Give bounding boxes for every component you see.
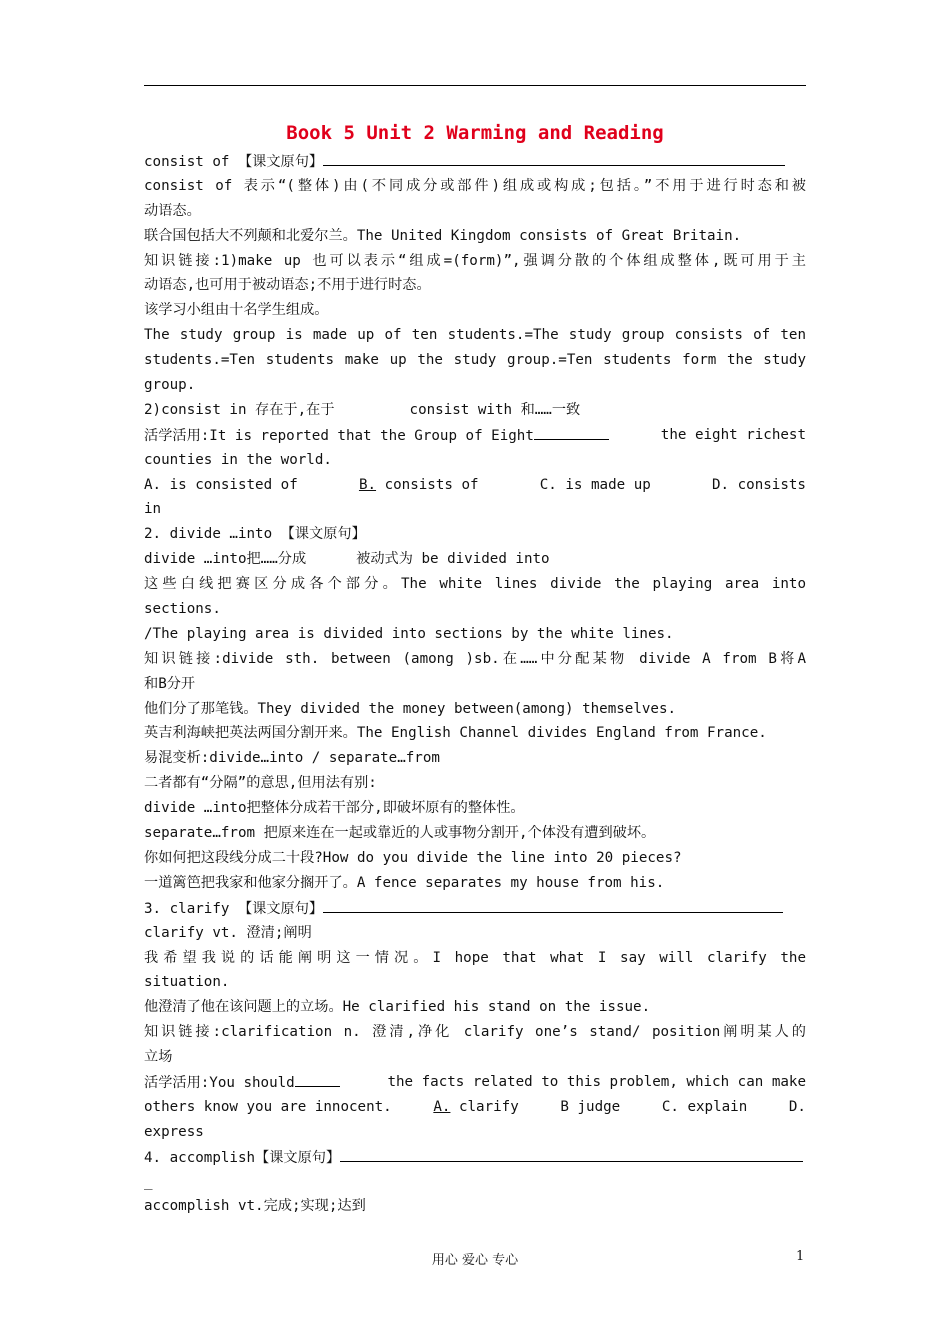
- text-line: 动语态。: [144, 202, 201, 219]
- text-line: 二者都有“分隔”的意思,但用法有别:: [144, 775, 377, 792]
- section-heading: 2. divide …into 【课文原句】: [144, 526, 366, 543]
- option-c: C. explain: [661, 1098, 748, 1115]
- text-line: 该学习小组由十名学生组成。: [144, 302, 329, 319]
- answer-blank: [340, 1145, 803, 1162]
- text-line: 知识链接:clarification n. 澄清,净化 clarify one’s stand/ position阐明某人的: [144, 1024, 806, 1041]
- text-line: 立场: [144, 1049, 173, 1066]
- text-line: 我希望我说的话能阐明这一情况。I hope that what I say will clarify the: [144, 949, 806, 966]
- options-line: others know you are innocent. A. clarify B judge C. explain D.: [144, 1095, 806, 1120]
- text-line: 易混变析:divide…into / separate…from: [144, 750, 440, 767]
- text-line: clarify vt. 澄清;阐明: [144, 924, 312, 941]
- option-a: A. clarify: [433, 1098, 519, 1115]
- text-line: 他澄清了他在该问题上的立场。He clarified his stand on the issue.: [144, 999, 651, 1016]
- document-body: [144, 149, 806, 1219]
- text-line: 他们分了那笔钱。They divided the money between(among) themselves.: [144, 700, 677, 717]
- text-line: students.=Ten students make up the study group.=Ten students form the study: [144, 352, 806, 369]
- answer-mark: B.: [358, 476, 377, 493]
- text-line: 联合国包括大不列颠和北爱尔兰。The United Kingdom consists of Great Britain.: [144, 227, 742, 244]
- text-line: 知识链接:1)make up 也可以表示“组成=(form)”,强调分散的个体组成整体,既可用于主: [144, 252, 806, 269]
- answer-blank: [534, 423, 609, 440]
- section-heading: 4. accomplish【课文原句】: [144, 1145, 806, 1170]
- text-line: divide …into把……分成 被动式为 be divided into: [144, 551, 550, 568]
- option-b: B judge: [560, 1098, 621, 1115]
- text-line: 动语态,也可用于被动语态;不用于进行时态。: [144, 277, 431, 294]
- footer-text: 用心 爱心 专心: [431, 1253, 519, 1268]
- text-line: /The playing area is divided into sections by the white lines.: [144, 625, 674, 642]
- text-line: 和B分开: [144, 675, 196, 692]
- text-line: counties in the world.: [144, 451, 332, 468]
- option-a: A. is consisted of: [144, 476, 298, 493]
- text-line: 一道篱笆把我家和他家分搁开了。A fence separates my house from his.: [144, 874, 665, 891]
- text-line: 知识链接:divide sth. between (among )sb.在……中分配某物 divide A from B将A: [144, 650, 806, 667]
- text-line: 你如何把这段线分成二十段?How do you divide the line into 20 pieces?: [144, 849, 682, 866]
- header-rule: [144, 85, 806, 86]
- option-d: D.: [788, 1098, 806, 1115]
- option-b: B. consists of: [358, 476, 479, 493]
- text-line: 英吉利海峡把英法两国分割开来。The English Channel divides England from France.: [144, 725, 767, 742]
- text-line: _: [144, 1173, 153, 1190]
- section-heading: 3. clarify 【课文原句】: [144, 896, 806, 921]
- text-line: 2)consist in 存在于,在于 consist with 和……一致: [144, 401, 581, 418]
- option-c: C. is made up: [539, 476, 651, 493]
- text-line: accomplish vt.完成;实现;达到: [144, 1198, 366, 1215]
- text-line: The study group is made up of ten students.=The study group consists of ten: [144, 327, 806, 344]
- text-line: consist of 表示“(整体)由(不同成分或部件)组成或构成;包括。”不用于进行时态和被: [144, 177, 806, 194]
- text-line: group.: [144, 377, 196, 394]
- text-line: sections.: [144, 601, 221, 618]
- text-line: separate…from 把原来连在一起或靠近的人或事物分割开,个体没有遭到破坏。: [144, 825, 656, 842]
- page-number: 1: [796, 1249, 805, 1264]
- text-line: consist of 【课文原句】: [144, 149, 806, 174]
- page-title: Book 5 Unit 2 Warming and Reading: [286, 122, 664, 144]
- text-line: divide …into把整体分成若干部分,即破坏原有的整体性。: [144, 800, 525, 817]
- text-line: in: [144, 501, 162, 518]
- option-d: D. consists: [712, 476, 806, 493]
- answer-blank: [323, 896, 783, 913]
- exercise-line: 活学活用:It is reported that the Group of Eight the eight richest: [144, 423, 806, 448]
- text-line: 这些白线把赛区分成各个部分。The white lines divide the playing area into: [144, 576, 806, 593]
- answer-blank: [323, 149, 785, 166]
- options-line: [144, 473, 806, 498]
- answer-mark: A.: [433, 1098, 451, 1115]
- exercise-line: 活学活用:You should the facts related to this problem, which can make: [144, 1070, 806, 1095]
- answer-blank: [295, 1070, 340, 1087]
- text-line: situation.: [144, 974, 230, 991]
- text-line: express: [144, 1123, 204, 1140]
